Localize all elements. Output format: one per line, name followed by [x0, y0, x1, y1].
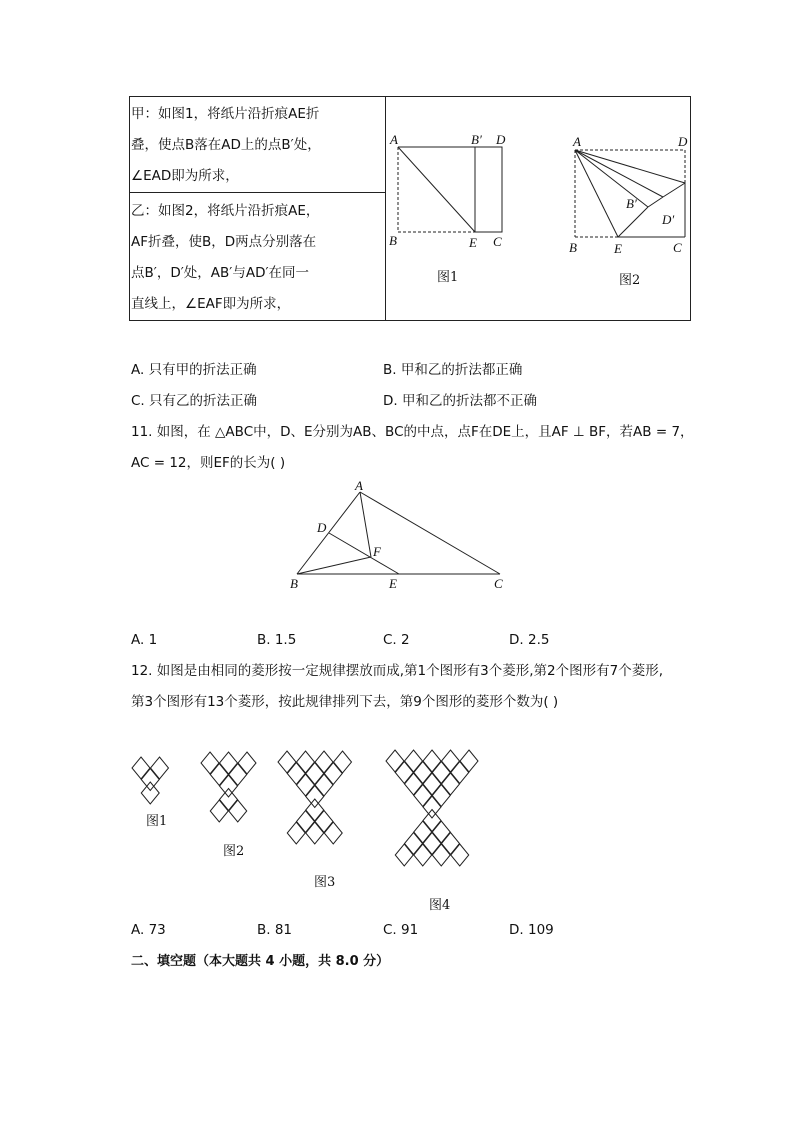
fig2-rhombus — [220, 775, 238, 797]
fig2-caption: 图2 — [619, 273, 641, 288]
fig2-label-Bp: B′ — [626, 196, 637, 211]
fig3-rhombus — [306, 763, 324, 785]
fig3-rhombus — [306, 786, 324, 808]
fig3-rhombus — [315, 774, 333, 796]
q11-stem-line-2: AC = 12，则EF的长为( ) — [131, 455, 286, 471]
q11-label-E: E — [389, 576, 397, 591]
fig4-rhombus — [414, 785, 432, 807]
fig2-rhombus — [229, 800, 247, 822]
fig4-rhombus — [442, 773, 460, 795]
fig3-rhombus — [324, 763, 342, 785]
fig4-rhombus — [432, 762, 450, 784]
q12-fig1-caption: 图1 — [146, 814, 168, 829]
q12-fig3-caption: 图3 — [314, 875, 336, 890]
q11-label-D: D — [317, 520, 327, 535]
fig3-rhombus — [287, 822, 305, 844]
fig4-rhombus — [405, 773, 423, 795]
fig4-rhombus — [423, 773, 441, 795]
fig4-rhombus — [451, 762, 469, 784]
q10-option-b[interactable]: B. 甲和乙的折法都正确 — [383, 362, 523, 378]
fig1-caption: 图1 — [437, 270, 459, 285]
q12-fig2-caption: 图2 — [223, 844, 245, 859]
fig2-rhombus — [220, 789, 238, 811]
fig3-rhombus — [287, 763, 305, 785]
fig4-rhombus — [460, 750, 478, 772]
jia-line-3: ∠EAD即为所求， — [131, 168, 239, 184]
fig4-rhombus — [442, 750, 460, 772]
q10-figures — [385, 97, 690, 319]
fig2-label-C: C — [673, 240, 682, 255]
fig2-rhombus — [210, 800, 228, 822]
fig4-rhombus — [423, 833, 441, 855]
yi-line-2: AF折叠，使B，D两点分别落在 — [131, 234, 317, 250]
fig4-rhombus — [395, 762, 413, 784]
fig4-rhombus — [405, 833, 423, 855]
fig4-rhombus — [432, 821, 450, 843]
q11-stem-line-1: 11. 如图，在 △ABC中，D、E分别为AB、BC的中点，点F在DE上，且AF ⊥ BF，若AB = 7， — [131, 424, 694, 440]
q12-rhombus-figures — [125, 742, 505, 892]
fig2-rhombus — [238, 752, 256, 774]
fig2-label-B: B — [569, 240, 577, 255]
fig1-label-E: E — [469, 235, 477, 250]
fig4-rhombus — [423, 796, 441, 818]
fig2-label-D: D — [678, 134, 688, 149]
q12-option-b[interactable]: B. 81 — [257, 922, 293, 938]
q11-label-A: A — [355, 478, 363, 493]
q12-stem-line-2: 第3个图形有13个菱形，按此规律排列下去，第9个图形的菱形个数为( ) — [131, 694, 559, 710]
q11-option-a[interactable]: A. 1 — [131, 632, 158, 648]
q12-option-a[interactable]: A. 73 — [131, 922, 166, 938]
fig3-rhombus — [334, 751, 352, 773]
fig3-rhombus — [315, 751, 333, 773]
fig1-label-C: C — [493, 234, 502, 249]
fig3-rhombus — [297, 751, 315, 773]
fig3-rhombus — [315, 811, 333, 833]
q12-option-d[interactable]: D. 109 — [509, 922, 554, 938]
fig2-diagram — [569, 134, 688, 256]
fig3-rhombus — [306, 822, 324, 844]
q11-triangle-figure — [285, 478, 515, 594]
fig1-label-D: D — [496, 132, 506, 147]
table-row-divider — [130, 192, 385, 193]
fig4-rhombus — [451, 844, 469, 866]
fig4-rhombus — [395, 844, 413, 866]
q12-stem-line-1: 12. 如图是由相同的菱形按一定规律摆放而成,第1个图形有3个菱形,第2个图形有7个菱形, — [131, 663, 663, 679]
q12-option-c[interactable]: C. 91 — [383, 922, 419, 938]
fig3-rhombus — [297, 774, 315, 796]
yi-line-3: 点B′，D′处，AB′与AD′在同一 — [131, 265, 310, 281]
fig1-label-Bp: B′ — [471, 132, 482, 147]
fig2-label-E: E — [614, 241, 622, 256]
fig4-rhombus — [414, 762, 432, 784]
fig2-rhombus — [229, 764, 247, 786]
section-2-title: 二、填空题（本大题共 4 小题，共 8.0 分） — [131, 954, 390, 969]
fig4-rhombus — [432, 844, 450, 866]
fig4-rhombus — [386, 750, 404, 772]
q10-option-d[interactable]: D. 甲和乙的折法都不正确 — [383, 393, 537, 409]
q11-label-B: B — [290, 576, 298, 591]
fig1-rhombus — [132, 757, 150, 779]
fig4-rhombus — [414, 821, 432, 843]
fig1-label-B: B — [389, 233, 397, 248]
q11-option-d[interactable]: D. 2.5 — [509, 632, 550, 648]
fig2-label-Dp: D′ — [662, 212, 675, 227]
yi-line-4: 直线上，∠EAF即为所求， — [131, 296, 291, 312]
fig1-rhombus — [141, 782, 159, 804]
q11-option-b[interactable]: B. 1.5 — [257, 632, 297, 648]
q11-label-F: F — [373, 544, 381, 559]
fig3-rhombus — [306, 799, 324, 821]
fig2-rhombus — [210, 764, 228, 786]
fig2-label-A: A — [573, 134, 581, 149]
q10-option-c[interactable]: C. 只有乙的折法正确 — [131, 393, 258, 409]
fig2-rhombus — [201, 752, 219, 774]
fig3-rhombus — [278, 751, 296, 773]
fig1-rhombus — [151, 757, 169, 779]
fig3-rhombus — [324, 822, 342, 844]
q11-option-c[interactable]: C. 2 — [383, 632, 410, 648]
fig4-rhombus — [405, 750, 423, 772]
jia-line-2: 叠，使点B落在AD上的点B′处， — [131, 137, 321, 153]
fig4-rhombus — [423, 750, 441, 772]
q12-fig4-caption: 图4 — [429, 898, 451, 913]
fig2-rhombus — [220, 752, 238, 774]
fig1-rhombus — [141, 769, 159, 791]
q10-option-a[interactable]: A. 只有甲的折法正确 — [131, 362, 257, 378]
yi-line-1: 乙：如图2，将纸片沿折痕AE， — [131, 203, 320, 219]
fig1-diagram — [389, 132, 506, 250]
fig4-rhombus — [442, 833, 460, 855]
fig1-label-A: A — [390, 132, 398, 147]
q11-label-C: C — [494, 576, 503, 591]
fig4-rhombus — [432, 785, 450, 807]
fig4-rhombus — [414, 844, 432, 866]
fig4-rhombus — [423, 810, 441, 832]
jia-line-1: 甲：如图1，将纸片沿折痕AE折 — [131, 106, 320, 122]
fig3-rhombus — [297, 811, 315, 833]
